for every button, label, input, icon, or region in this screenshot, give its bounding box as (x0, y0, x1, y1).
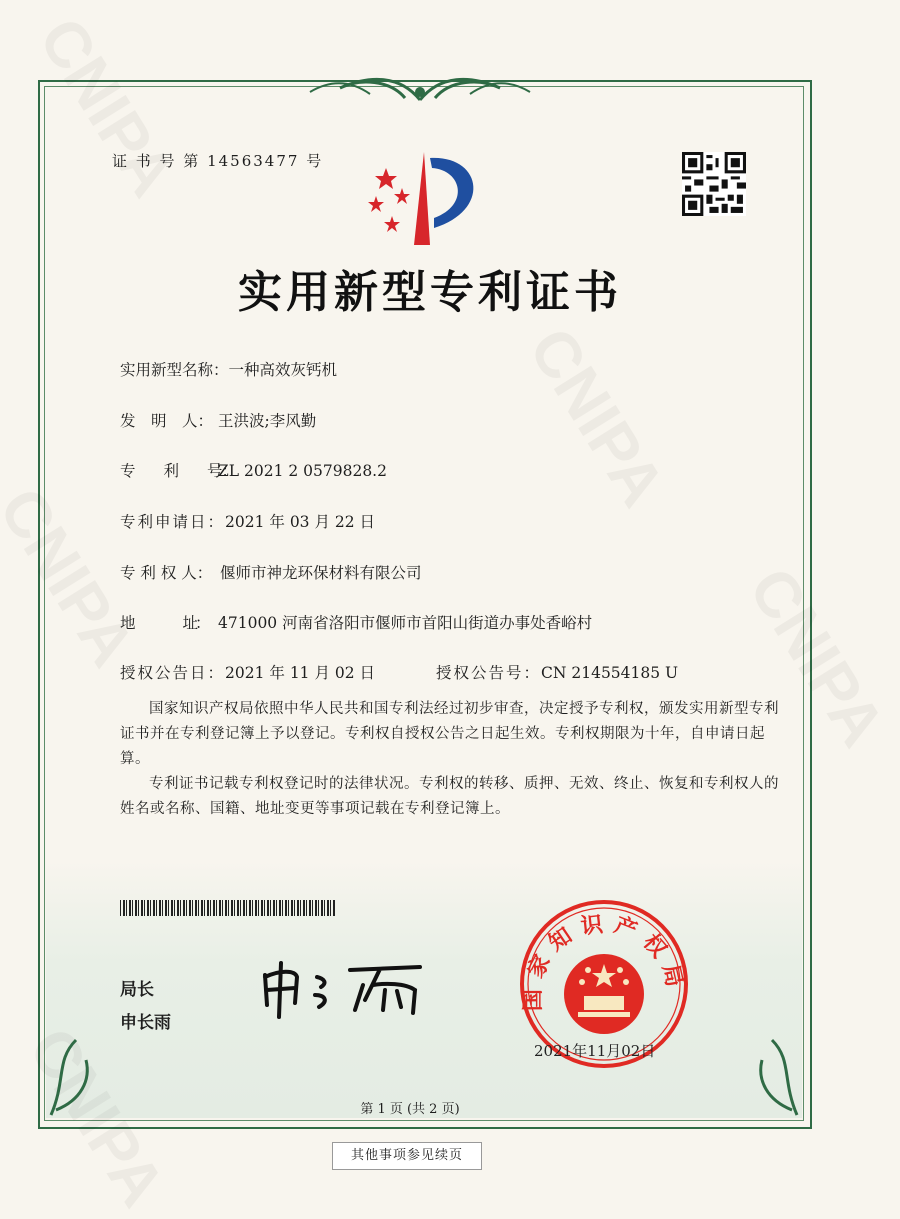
seal-text: 国家知识产权局 (520, 911, 689, 1012)
cnipa-logo-icon (362, 150, 492, 250)
qr-code (682, 152, 746, 216)
field-patent-number: 专 利 号：ZL 2021 2 0579828.2 (120, 462, 387, 480)
field-patentee: 专 利 权 人： 偃师市神龙环保材料有限公司 (120, 564, 422, 582)
certificate-number: 证 书 号 第 14563477 号 (112, 152, 324, 170)
signature-icon (255, 955, 435, 1020)
signatory-name: 申长雨 (120, 1013, 171, 1033)
ornament-icon (300, 70, 540, 110)
field-inventor: 发 明 人： 王洪波;李风勤 (120, 412, 317, 430)
paragraph-legal-status: 专利证书记载专利权登记时的法律状况。专利权的转移、质押、无效、终止、恢复和专利权人的姓名或名称、国籍、地址变更等事项记载在专利登记簿上。 (120, 776, 779, 817)
page-number: 第 1 页 (共 2 页) (360, 1102, 460, 1117)
signatory-title: 局长 (120, 980, 154, 1000)
field-utility-model-name: 实用新型名称：一种高效灰钙机 (120, 361, 338, 379)
page-title: 实用新型专利证书 (238, 267, 622, 318)
field-grant-pub-number: 授权公告号：CN 214554185 U (436, 664, 679, 682)
footer-note: 其他事项参见续页 (332, 1142, 482, 1170)
barcode (120, 900, 336, 916)
field-address: 地 址： 471000 河南省洛阳市偃师市首阳山街道办事处香峪村 (120, 614, 593, 632)
seal-date: 2021年11月02日 (534, 1042, 656, 1060)
paragraph-grant: 国家知识产权局依照中华人民共和国专利法经过初步审查，决定授予专利权，颁发实用新型专利证书并在专利登记簿上予以登记。专利权自授权公告之日起生效。专利权期限为十年，自申请日起算。 (120, 701, 779, 767)
field-grant-date: 授权公告日：2021 年 11 月 02 日 (120, 664, 376, 682)
field-application-date: 专利申请日：2021 年 03 月 22 日 (120, 513, 376, 531)
